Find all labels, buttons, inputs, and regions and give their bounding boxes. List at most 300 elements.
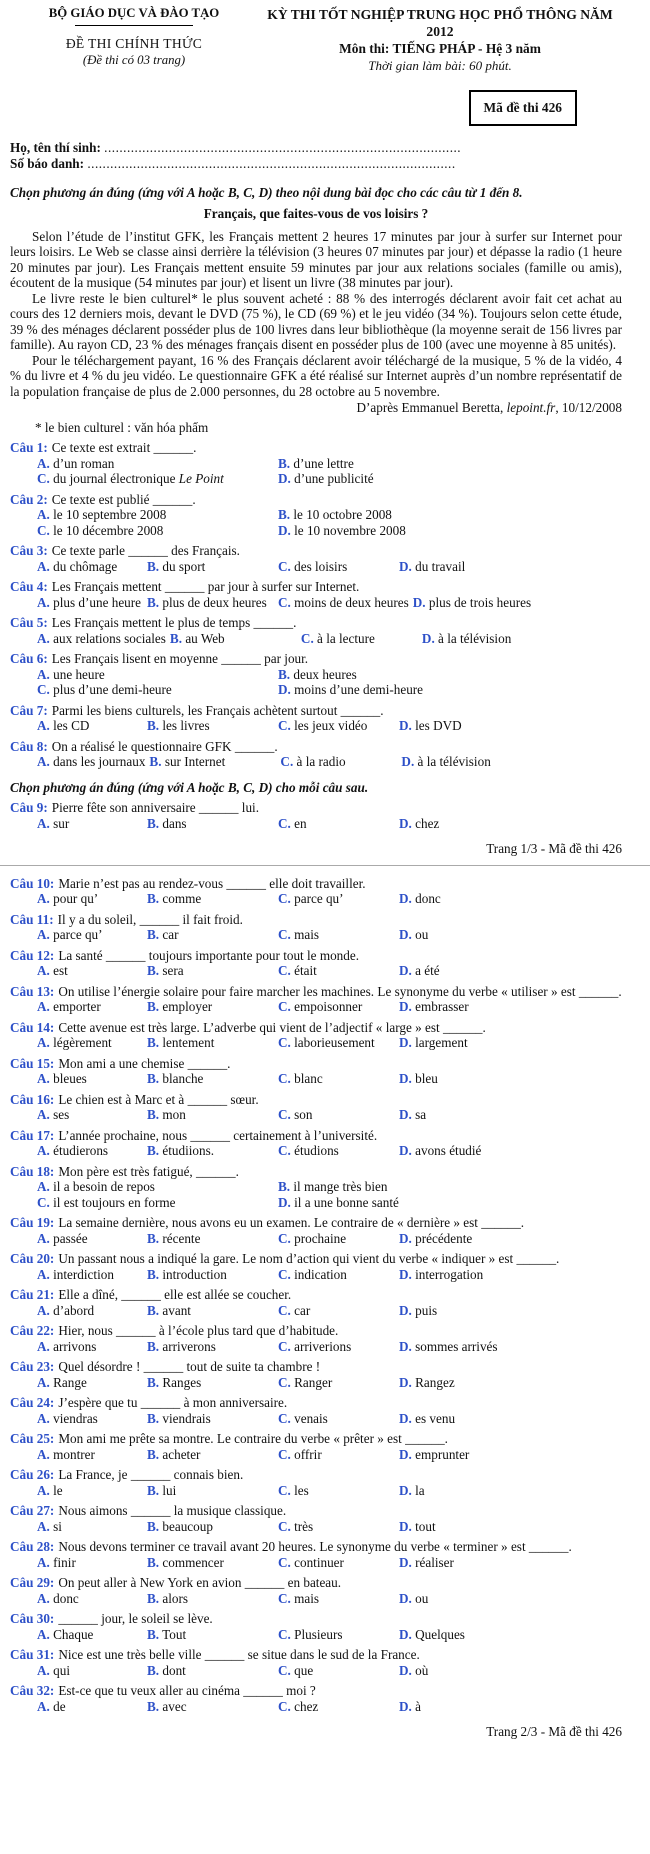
option-letter: C.: [278, 1626, 291, 1642]
option: B. au Web: [169, 630, 225, 646]
option: C. indication: [278, 1266, 347, 1282]
question: [10, 440, 622, 487]
page2-footer: Trang 2/3 - Mã đề thi 426: [486, 1724, 622, 1739]
question: [10, 1683, 622, 1714]
option-letter: D.: [399, 1035, 412, 1050]
reading-attribution: D’après Emmanuel Beretta, lepoint.fr, 10/12/2008: [356, 400, 622, 415]
option-letter: C.: [278, 1071, 291, 1086]
option: B. viendrais: [147, 1410, 211, 1426]
option: B. car: [147, 927, 179, 942]
option-letter: D.: [399, 927, 412, 942]
option-letter: A.: [37, 507, 50, 522]
option: C. du journal électronique Le Point: [37, 471, 224, 486]
option-letter: C.: [278, 1554, 291, 1570]
option-letter: B.: [147, 1698, 160, 1714]
question-number: Câu 3:: [10, 543, 48, 558]
option-letter: C.: [278, 1230, 291, 1246]
option: C. en: [278, 815, 307, 831]
option-letter: B.: [147, 1518, 160, 1534]
question-stem: Câu 5: Les Français mettent le plus de temps ______.: [10, 615, 297, 630]
question: [10, 1092, 622, 1123]
option: A. une heure: [37, 666, 105, 682]
question: [10, 1611, 622, 1642]
option-letter: C.: [278, 963, 291, 978]
option-letter: D.: [399, 1266, 412, 1282]
option-letter: B.: [147, 558, 160, 574]
options-row: [10, 1375, 622, 1391]
option-letter: D.: [399, 963, 412, 978]
question-number: Câu 1:: [10, 440, 48, 455]
questions-group-1: [10, 440, 622, 770]
option-letter: D.: [412, 594, 426, 610]
question-stem: Câu 31: Nice est une très belle ville ______ se situe dans le sud de la France.: [10, 1647, 420, 1662]
option: B. les livres: [147, 718, 210, 733]
option-letter: A.: [37, 999, 50, 1014]
option: D. es venu: [399, 1410, 456, 1426]
page1-footer: Trang 1/3 - Mã đề thi 426: [486, 841, 622, 856]
option: A. sur: [37, 815, 70, 831]
option-letter: A.: [37, 1482, 50, 1498]
question-number: Câu 16:: [10, 1091, 55, 1107]
candidate-name-blank: ..............................................................................................: [104, 139, 462, 155]
option: B. lentement: [147, 1035, 215, 1050]
question-stem: Câu 10: Marie n’est pas au rendez-vous ______ elle doit travailler.: [10, 875, 366, 891]
reading-paragraph-3: Pour le téléchargement payant, 16 % des Français déclarent avoir téléchargé de la musique, 5 % de la vidéo, 4 % du livre et 4 % du jeu vidéo. Le questionnaire GFK a été réalisé sur Internet auprès d’un nombre représentatif de la population française de plus de 2.000 personnes, du 28 octobre au 5 novembre.: [10, 352, 622, 399]
option: C. à la radio: [280, 754, 346, 769]
option-letter: C.: [278, 594, 291, 610]
question-stem: Câu 26: La France, je ______ connais bien.: [10, 1467, 244, 1482]
options-row: [10, 1231, 622, 1247]
option-letter: C.: [278, 1302, 291, 1318]
option-letter: A.: [37, 927, 50, 942]
option: A. qui: [37, 1662, 70, 1678]
option: C. arriverions: [278, 1338, 352, 1354]
options-row: [10, 891, 622, 907]
option-letter: D.: [399, 1554, 412, 1570]
question-stem: Câu 19: La semaine dernière, nous avons eu un examen. Le contraire de « dernière » est ______.: [10, 1215, 525, 1230]
option-letter: A.: [37, 1338, 50, 1354]
option-letter: B.: [147, 1374, 160, 1390]
option: B. beaucoup: [147, 1518, 213, 1534]
option-letter: D.: [399, 815, 412, 831]
question-number: Câu 29:: [10, 1575, 55, 1590]
question: [10, 1503, 622, 1534]
option: C. car: [278, 1302, 311, 1318]
options-row: [10, 595, 622, 611]
option: D. tout: [399, 1518, 436, 1534]
option: D. les DVD: [399, 718, 462, 733]
option-letter: B.: [278, 507, 291, 522]
option: A. passée: [37, 1230, 88, 1246]
option: A. le 10 septembre 2008: [37, 507, 167, 522]
question-number: Câu 6:: [10, 651, 48, 666]
options-row: [10, 1035, 622, 1051]
option: C. prochaine: [278, 1230, 347, 1246]
option-letter: B.: [147, 718, 160, 733]
question: [10, 1539, 622, 1570]
question-number: Câu 13:: [10, 983, 55, 999]
question: [10, 651, 622, 698]
question-number: Câu 19:: [10, 1215, 55, 1230]
options-row: [10, 1663, 622, 1679]
option: D. du travail: [399, 558, 466, 574]
question: [10, 1395, 622, 1426]
option-letter: B.: [147, 1626, 160, 1642]
option-letter: B.: [149, 754, 162, 769]
option: C. moins de deux heures: [278, 594, 409, 610]
option-letter: B.: [147, 1266, 160, 1282]
option-letter: D.: [399, 1071, 412, 1086]
option-letter: C.: [278, 718, 291, 733]
option: A. ses: [37, 1107, 70, 1122]
option: A. si: [37, 1518, 62, 1534]
option: D. ou: [399, 927, 429, 942]
option-letter: C.: [278, 1446, 291, 1462]
reading-title: Français, que faites-vous de vos loisirs ?: [203, 206, 429, 221]
option: D. chez: [399, 815, 440, 831]
question-stem: Câu 30: ______ jour, le soleil se lève.: [10, 1611, 213, 1626]
option: D. avons étudié: [399, 1143, 482, 1158]
option-letter: D.: [399, 1302, 412, 1318]
option-letter: D.: [278, 522, 291, 538]
question-number: Câu 23:: [10, 1359, 55, 1374]
option-letter: B.: [147, 1035, 160, 1050]
option-letter: A.: [37, 754, 50, 769]
option: B. blanche: [147, 1071, 204, 1086]
option-letter: C.: [278, 815, 291, 831]
question-stem: Câu 20: Un passant nous a indiqué la gare. Le nom d’action qui vient du verbe « indiquer » est ______.: [10, 1251, 560, 1266]
options-row: [10, 1195, 622, 1211]
question-stem: Câu 13: On utilise l’énergie solaire pour faire marcher les machines. Le synonyme du verbe « utiliser » est ______.: [10, 983, 622, 999]
option-letter: B.: [147, 1107, 160, 1122]
option: C. Plusieurs: [278, 1626, 343, 1642]
question: [10, 1359, 622, 1390]
option-letter: B.: [147, 1338, 160, 1354]
option: D. le 10 novembre 2008: [278, 522, 406, 538]
option-letter: C.: [278, 1374, 291, 1390]
option: D. donc: [399, 891, 441, 906]
option: A. les CD: [37, 718, 90, 733]
option-letter: D.: [399, 891, 412, 906]
question: [10, 1431, 622, 1462]
option: A. Chaque: [37, 1626, 94, 1642]
option: B. récente: [147, 1230, 201, 1246]
option-letter: C.: [278, 1143, 291, 1158]
option-letter: B.: [147, 1482, 160, 1498]
option: B. avant: [147, 1302, 191, 1318]
exam-header: [10, 6, 622, 74]
question-stem: Câu 16: Le chien est à Marc et à ______ sœur.: [10, 1091, 259, 1107]
page-break-divider: [0, 865, 650, 866]
option-letter: C.: [37, 522, 50, 538]
option: D. d’une publicité: [278, 471, 374, 486]
header-left-column: [10, 6, 258, 74]
exam-subject: Môn thi: TIẾNG PHÁP - Hệ 3 năm: [339, 41, 541, 56]
option-letter: C.: [278, 1698, 291, 1714]
question-number: Câu 25:: [10, 1431, 55, 1446]
options-row: [10, 1411, 622, 1427]
option: D. à: [399, 1698, 421, 1714]
option-letter: B.: [147, 1446, 160, 1462]
option: C. des loisirs: [278, 558, 348, 574]
option: D. sommes arrivés: [399, 1338, 498, 1354]
options-row: [10, 999, 622, 1015]
options-row: [10, 1143, 622, 1159]
question: [10, 1647, 622, 1678]
option: C. chez: [278, 1698, 319, 1714]
option: B. commencer: [147, 1554, 224, 1570]
options-row: [10, 1555, 622, 1571]
question: [10, 492, 622, 539]
option: D. sa: [399, 1107, 427, 1122]
option-letter: A.: [37, 558, 50, 574]
question: [10, 1215, 622, 1246]
question: [10, 948, 622, 979]
option-letter: A.: [37, 1662, 50, 1678]
options-row: [10, 927, 622, 943]
option-letter: A.: [37, 718, 50, 733]
option: A. légèrement: [37, 1035, 112, 1050]
option: B. lui: [147, 1482, 177, 1498]
option-letter: D.: [399, 999, 412, 1014]
option: B. sur Internet: [149, 754, 226, 769]
option-letter: C.: [300, 630, 314, 646]
option-letter: D.: [399, 1590, 412, 1606]
questions-group-2: [10, 800, 622, 831]
options-row: [10, 754, 622, 770]
options-row: [10, 523, 622, 539]
question-number: Câu 12:: [10, 947, 55, 963]
ministry-underline: [75, 25, 193, 26]
option: A. est: [37, 963, 68, 978]
option: B. comme: [147, 891, 202, 906]
header-right-column: [258, 6, 622, 74]
option: A. arrivons: [37, 1338, 97, 1354]
option-letter: C.: [278, 1107, 291, 1122]
option-letter: A.: [37, 1446, 50, 1462]
option-letter: A.: [37, 594, 50, 610]
option-letter: D.: [399, 1446, 412, 1462]
option-letter: B.: [147, 1554, 160, 1570]
question: [10, 579, 622, 610]
options-row: [10, 963, 622, 979]
option-letter: D.: [399, 1662, 412, 1678]
option-letter: D.: [399, 1143, 412, 1158]
options-row: [10, 559, 622, 575]
option-letter: B.: [278, 1179, 291, 1194]
option: B. sera: [147, 963, 184, 978]
option-letter: C.: [37, 471, 50, 486]
option: B. plus de deux heures: [147, 594, 267, 610]
option: A. plus d’une heure: [37, 594, 142, 610]
option: D. où: [399, 1662, 429, 1678]
options-row: [10, 1267, 622, 1283]
option: A. parce qu’: [37, 927, 103, 942]
question-stem: Câu 8: On a réalisé le questionnaire GFK ______.: [10, 738, 278, 754]
question: [10, 1128, 622, 1159]
option-letter: B.: [147, 999, 160, 1014]
option-letter: D.: [399, 1626, 412, 1642]
option-letter: C.: [278, 891, 291, 906]
option: C. que: [278, 1662, 314, 1678]
question-stem: Câu 17: L’année prochaine, nous ______ certainement à l’université.: [10, 1127, 378, 1143]
option: A. Range: [37, 1374, 87, 1390]
question: [10, 912, 622, 943]
option: D. largement: [399, 1035, 468, 1050]
option-letter: B.: [147, 891, 160, 906]
question-stem: Câu 12: La santé ______ toujours importante pour tout le monde.: [10, 947, 360, 963]
question-number: Câu 11:: [10, 911, 54, 927]
candidate-id-blank: .................................................................................................: [87, 155, 456, 171]
question-stem: Câu 3: Ce texte parle ______ des Français.: [10, 543, 240, 558]
options-row: [10, 1699, 622, 1715]
option-letter: D.: [278, 682, 291, 697]
options-row: [10, 1519, 622, 1535]
option-letter: D.: [399, 1338, 412, 1354]
question-stem: Câu 1: Ce texte est extrait ______.: [10, 440, 197, 455]
option-letter: D.: [421, 630, 435, 646]
option-letter: C.: [278, 927, 291, 942]
option-letter: B.: [147, 815, 160, 831]
option: A. étudierons: [37, 1143, 109, 1158]
option-letter: A.: [37, 1554, 50, 1570]
option-letter: C.: [278, 1410, 291, 1426]
option: C. empoisonner: [278, 999, 363, 1014]
question: [10, 800, 622, 831]
exam-title: KỲ THI TỐT NGHIỆP TRUNG HỌC PHỔ THÔNG NĂM 2012: [267, 7, 613, 39]
option-letter: A.: [37, 1410, 50, 1426]
question-number: Câu 28:: [10, 1539, 55, 1554]
option-letter: D.: [399, 1107, 412, 1122]
option-letter: A.: [37, 1302, 50, 1318]
section1-instruction: Chọn phương án đúng (ứng với A hoặc B, C, D) theo nội dung bài đọc cho các câu từ 1 đến 8.: [10, 184, 523, 200]
option: B. introduction: [147, 1266, 227, 1282]
option-letter: B.: [278, 666, 291, 682]
question: [10, 876, 622, 907]
options-row: [10, 1627, 622, 1643]
option-letter: C.: [278, 999, 291, 1014]
option: D. précédente: [399, 1230, 473, 1246]
question-stem: Câu 29: On peut aller à New York en avion ______ en bateau.: [10, 1575, 342, 1590]
option: B. dont: [147, 1662, 186, 1678]
option: A. emporter: [37, 999, 101, 1014]
question: [10, 984, 622, 1015]
option-letter: A.: [37, 963, 50, 978]
option: D. ou: [399, 1590, 429, 1606]
option-letter: C.: [278, 558, 291, 574]
question-number: Câu 27:: [10, 1503, 55, 1518]
option: B. avec: [147, 1698, 187, 1714]
question-stem: Câu 14: Cette avenue est très large. L’adverbe qui vient de l’adjectif « large » est ______.: [10, 1019, 486, 1035]
question-number: Câu 24:: [10, 1395, 55, 1410]
question-stem: Câu 18: Mon père est très fatigué, ______.: [10, 1163, 239, 1179]
option-letter: C.: [37, 682, 50, 697]
question-number: Câu 14:: [10, 1019, 55, 1035]
options-row: [10, 1179, 622, 1195]
option: B. étudiions.: [147, 1143, 215, 1158]
question-stem: Câu 4: Les Français mettent ______ par jour à surfer sur Internet.: [10, 579, 360, 594]
question-stem: Câu 6: Les Français lisent en moyenne ______ par jour.: [10, 651, 309, 666]
option-letter: C.: [278, 1266, 291, 1282]
question: [10, 1323, 622, 1354]
option: A. montrer: [37, 1446, 95, 1462]
question: [10, 739, 622, 770]
option: C. Ranger: [278, 1374, 333, 1390]
option-letter: A.: [37, 1143, 50, 1158]
option-letter: A.: [37, 1230, 50, 1246]
question-stem: Câu 11: Il y a du soleil, ______ il fait froid.: [10, 911, 243, 927]
question: [10, 703, 622, 734]
option: C. blanc: [278, 1071, 323, 1086]
option: A. aux relations sociales: [37, 630, 166, 646]
option-letter: D.: [399, 1410, 412, 1426]
option: A. viendras: [37, 1410, 98, 1426]
question-stem: Câu 25: Mon ami me prête sa montre. Le contraire du verbe « prêter » est ______.: [10, 1431, 448, 1446]
option: A. donc: [37, 1590, 79, 1606]
attribution-source: lepoint.fr: [506, 400, 556, 415]
questions-group-3: [10, 876, 622, 1715]
option: B. du sport: [147, 558, 206, 574]
option: C. était: [278, 963, 317, 978]
option-letter: B.: [147, 963, 160, 978]
option-letter: C.: [280, 754, 294, 769]
exam-duration: Thời gian làm bài: 60 phút.: [368, 58, 512, 73]
question-stem: Câu 28: Nous devons terminer ce travail avant 20 heures. Le synonyme du verbe « terminer » est ______.: [10, 1539, 572, 1554]
option: C. mais: [278, 927, 320, 942]
option-letter: D.: [401, 754, 415, 769]
option: D. moins d’une demi-heure: [278, 682, 424, 697]
option: D. à la télévision: [401, 754, 491, 769]
question-stem: Câu 27: Nous aimons ______ la musique classique.: [10, 1503, 287, 1518]
question-number: Câu 26:: [10, 1467, 55, 1482]
option-letter: D.: [399, 1230, 412, 1246]
option-letter: B.: [147, 927, 160, 942]
question: [10, 1287, 622, 1318]
question: [10, 1467, 622, 1498]
option-letter: D.: [278, 1194, 291, 1210]
question-stem: Câu 23: Quel désordre ! ______ tout de suite ta chambre !: [10, 1359, 321, 1374]
option: A. dans les journaux: [37, 754, 146, 769]
options-row: [10, 471, 622, 487]
question-number: Câu 2:: [10, 491, 48, 507]
option-letter: C.: [278, 1590, 291, 1606]
question-stem: Câu 7: Parmi les biens culturels, les Français achètent surtout ______.: [10, 702, 384, 718]
option-letter: C.: [278, 1482, 291, 1498]
option: D. interrogation: [399, 1266, 484, 1282]
option-letter: B.: [278, 455, 291, 471]
option: D. Quelques: [399, 1626, 465, 1642]
options-row: [10, 1447, 622, 1463]
option-letter: C.: [278, 1035, 291, 1050]
option-letter: B.: [147, 594, 160, 610]
option: A. interdiction: [37, 1266, 114, 1282]
option: D. Rangez: [399, 1374, 455, 1390]
option-letter: C.: [278, 1338, 291, 1354]
exam-code-box: Mã đề thi 426: [469, 90, 577, 126]
question-number: Câu 32:: [10, 1683, 55, 1698]
option-letter: C.: [278, 1662, 291, 1678]
options-row: [10, 456, 622, 472]
option-letter: B.: [147, 1662, 160, 1678]
candidate-name-label: Họ, tên thí sinh:: [10, 139, 101, 155]
option-letter: D.: [399, 1482, 412, 1498]
options-row: [10, 507, 622, 523]
option: B. employer: [147, 999, 213, 1014]
option: B. Ranges: [147, 1374, 202, 1390]
reading-paragraph-2: Le livre reste le bien culturel* le plus souvent acheté : 88 % des interrogés déclarent avoir fait cet achat au cours des 12 derniers mois, devant le DVD (75 %), le CD (69 %) et le jeu vidéo (34 %). Toujours selon cette étude, 39 % des ménages déclarent posséder plus de 100 livres dans leur bibliothèque (la moyenne serait de 156 livres par famille). Au rayon CD, 23 % des ménages français disent en posséder plus de 100 (avec une moyenne à 85 unités).: [10, 290, 622, 352]
question-number: Câu 21:: [10, 1287, 55, 1302]
option-letter: A.: [37, 455, 50, 471]
